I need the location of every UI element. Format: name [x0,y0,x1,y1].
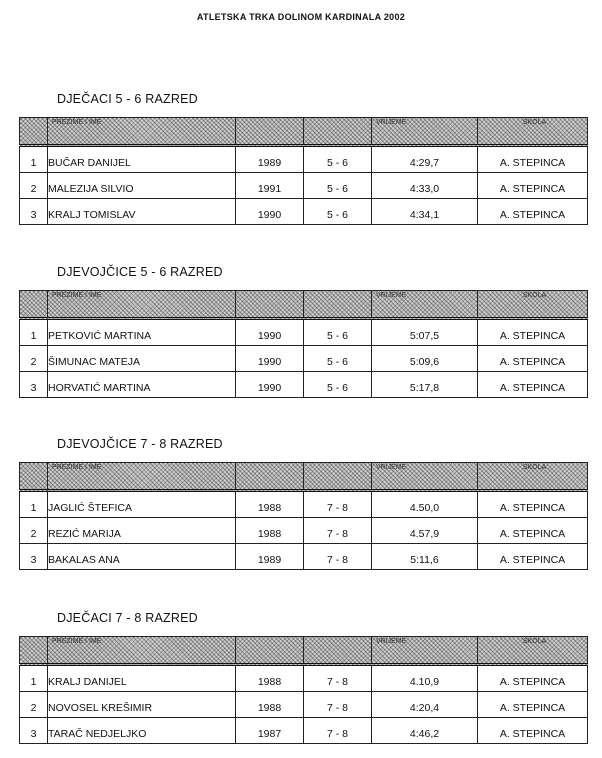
rank-cell: 1 [20,491,48,518]
table-row [20,544,588,570]
school-cell: A. STEPINCA [478,146,588,173]
time-cell: 5:07,5 [372,319,478,346]
rank-cell: 1 [20,665,48,692]
table-row [20,665,588,692]
header-school: ŠKOLA [478,637,588,665]
school-cell: A. STEPINCA [478,491,588,518]
time-cell: 5:17,8 [372,372,478,398]
name-cell: BUČAR DANIJEL [48,146,236,173]
class-cell: 5 - 6 [304,199,372,225]
class-cell: 7 - 8 [304,491,372,518]
school-cell: A. STEPINCA [478,199,588,225]
results-table [19,636,588,744]
table-row [20,372,588,398]
year-cell: 1988 [236,491,304,518]
header-school: ŠKOLA [478,463,588,491]
name-cell: KRALJ DANIJEL [48,665,236,692]
school-cell: A. STEPINCA [478,173,588,199]
name-cell: ŠIMUNAC MATEJA [48,346,236,372]
name-cell: MALEZIJA SILVIO [48,173,236,199]
school-cell: A. STEPINCA [478,692,588,718]
header-time: VRIJEME [372,463,478,491]
header-no [20,463,48,491]
time-cell: 4:33,0 [372,173,478,199]
section-title: DJEVOJČICE 7 - 8 RAZRED [57,437,223,451]
header-class [304,291,372,319]
name-cell: KRALJ TOMISLAV [48,199,236,225]
rank-cell: 3 [20,199,48,225]
table-row [20,718,588,744]
table-header-row [20,118,588,146]
time-cell: 5:11,6 [372,544,478,570]
class-cell: 5 - 6 [304,146,372,173]
table-row [20,146,588,173]
year-cell: 1989 [236,146,304,173]
time-cell: 4.10,9 [372,665,478,692]
school-cell: A. STEPINCA [478,346,588,372]
school-cell: A. STEPINCA [478,518,588,544]
name-cell: REZIĆ MARIJA [48,518,236,544]
rank-cell: 3 [20,718,48,744]
rank-cell: 2 [20,346,48,372]
rank-cell: 3 [20,372,48,398]
school-cell: A. STEPINCA [478,718,588,744]
school-cell: A. STEPINCA [478,372,588,398]
header-year [236,291,304,319]
header-year [236,637,304,665]
table-row [20,319,588,346]
header-time: VRIJEME [372,291,478,319]
class-cell: 5 - 6 [304,319,372,346]
name-cell: NOVOSEL KREŠIMIR [48,692,236,718]
table-row [20,518,588,544]
section-title: DJEČACI 7 - 8 RAZRED [57,611,198,625]
header-time: VRIJEME [372,637,478,665]
year-cell: 1989 [236,544,304,570]
document-title: ATLETSKA TRKA DOLINOM KARDINALA 2002 [196,12,406,22]
year-cell: 1990 [236,199,304,225]
header-no [20,637,48,665]
name-cell: HORVATIĆ MARTINA [48,372,236,398]
name-cell: JAGLIĆ ŠTEFICA [48,491,236,518]
table-row [20,491,588,518]
time-cell: 4:34,1 [372,199,478,225]
rank-cell: 1 [20,319,48,346]
header-name: PREZIME I IME [48,637,236,665]
name-cell: PETKOVIĆ MARTINA [48,319,236,346]
time-cell: 4:20,4 [372,692,478,718]
class-cell: 5 - 6 [304,173,372,199]
rank-cell: 1 [20,146,48,173]
rank-cell: 3 [20,544,48,570]
table-header-row [20,291,588,319]
year-cell: 1987 [236,718,304,744]
header-class [304,463,372,491]
header-class [304,637,372,665]
table-header-row [20,463,588,491]
section-title: DJEČACI 5 - 6 RAZRED [57,92,198,106]
time-cell: 4.50,0 [372,491,478,518]
header-year [236,463,304,491]
results-table [19,117,588,225]
time-cell: 4:46,2 [372,718,478,744]
results-table [19,462,588,570]
header-no [20,118,48,146]
results-table [19,290,588,398]
year-cell: 1991 [236,173,304,199]
time-cell: 4.57,9 [372,518,478,544]
year-cell: 1990 [236,372,304,398]
name-cell: TARAČ NEDJELJKO [48,718,236,744]
header-time: VRIJEME [372,118,478,146]
class-cell: 7 - 8 [304,718,372,744]
header-school: ŠKOLA [478,118,588,146]
year-cell: 1990 [236,319,304,346]
table-row [20,173,588,199]
table-header-row [20,637,588,665]
table-row [20,346,588,372]
rank-cell: 2 [20,173,48,199]
header-name: PREZIME I IME [48,118,236,146]
name-cell: BAKALAS ANA [48,544,236,570]
school-cell: A. STEPINCA [478,665,588,692]
class-cell: 7 - 8 [304,692,372,718]
class-cell: 5 - 6 [304,346,372,372]
class-cell: 5 - 6 [304,372,372,398]
rank-cell: 2 [20,692,48,718]
time-cell: 5:09,6 [372,346,478,372]
rank-cell: 2 [20,518,48,544]
header-class [304,118,372,146]
year-cell: 1988 [236,665,304,692]
header-school: ŠKOLA [478,291,588,319]
time-cell: 4:29,7 [372,146,478,173]
year-cell: 1988 [236,692,304,718]
class-cell: 7 - 8 [304,544,372,570]
table-row [20,199,588,225]
year-cell: 1990 [236,346,304,372]
class-cell: 7 - 8 [304,518,372,544]
section-title: DJEVOJČICE 5 - 6 RAZRED [57,265,223,279]
header-no [20,291,48,319]
class-cell: 7 - 8 [304,665,372,692]
year-cell: 1988 [236,518,304,544]
header-name: PREZIME I IME [48,291,236,319]
table-row [20,692,588,718]
header-year [236,118,304,146]
header-name: PREZIME I IME [48,463,236,491]
school-cell: A. STEPINCA [478,319,588,346]
school-cell: A. STEPINCA [478,544,588,570]
